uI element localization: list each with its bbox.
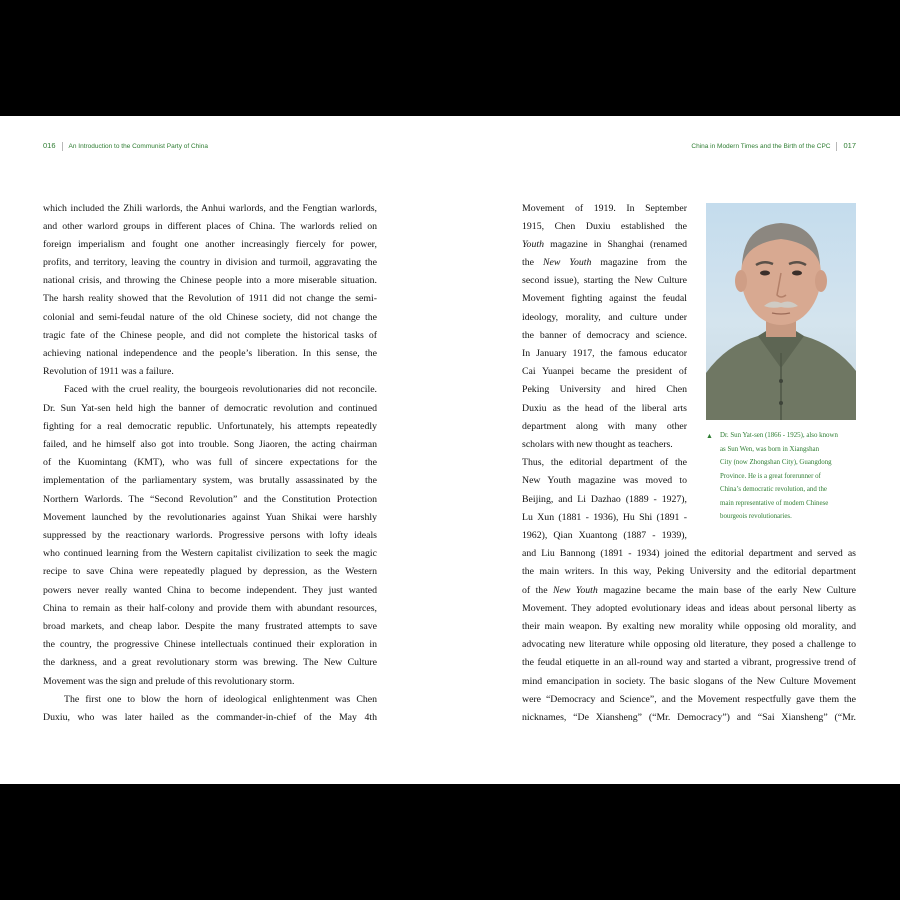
caption-line: China’s democratic revolution, and the <box>720 486 827 493</box>
text-line: their main weapon. By exalting new morality while opposing old morality, and <box>522 621 856 632</box>
text-line: Duxiu, who was later hailed as the commander-in-chief of the May 4th <box>43 712 377 723</box>
text-line: suppressed by the reactionary warlords. Progressive persons with lofty ideals <box>43 530 377 541</box>
text-line: tragic fate of the Chinese people, and did not complete the historical tasks of <box>43 330 377 341</box>
text-line: Duxiu as the head of the liberal arts <box>522 403 687 414</box>
text-line: Movement launched by the revolutionaries against Yuan Shikai were harshly <box>43 512 377 523</box>
text-line: the New Youth magazine from the <box>522 257 687 268</box>
text-line: 1915, Chen Duxiu established the <box>522 221 687 232</box>
text-line: the main writers. In this way, Peking University and the editorial department <box>522 566 856 577</box>
text-line: which included the Zhili warlords, the Anhui warlords, and the Fengtian warlords, <box>43 203 377 214</box>
text-line: New Youth magazine was moved to <box>522 475 687 486</box>
text-line: 1962), Qian Xuantong (1887 - 1939), <box>522 530 687 541</box>
text-line: the darkness, and a great revolutionary storm was brewing. The New Culture <box>43 657 377 668</box>
text-line: profits, and territory, leaving the country in division and turmoil, aggravating the <box>43 257 377 268</box>
text-line: Lu Xun (1881 - 1936), Hu Shi (1891 - <box>522 512 687 523</box>
text-line: Peking University and hired Chen <box>522 384 687 395</box>
book-spread <box>0 116 900 784</box>
text-line: Dr. Sun Yat-sen held high the banner of democratic revolution and continued <box>43 403 377 414</box>
text-line: The harsh reality showed that the Revolution of 1911 did not change the semi- <box>43 293 377 304</box>
text-line: of the Kuomintang (KMT), who was full of sincere expectations for the <box>43 457 377 468</box>
text-line: colonial and semi-feudal nature of the old Chinese society, did not change the <box>43 312 377 323</box>
left-page-header <box>43 141 208 151</box>
text-line: second issue), starting the New Culture <box>522 275 687 286</box>
caption-line: main representative of modern Chinese <box>720 500 829 507</box>
text-line: and other warlord groups in different places of China. The warlords relied on <box>43 221 377 232</box>
text-line: who continued learning from the Western capitalist civilization to seek the magic <box>43 548 377 559</box>
text-line: Movement. They adopted evolutionary ideas and ideas about personal liberty as <box>522 603 856 614</box>
header-divider <box>836 142 837 151</box>
text-line: nicknames, “De Xiansheng” (“Mr. Democracy”) and “Sai Xiansheng” (“Mr. <box>522 712 856 723</box>
caption-line: Dr. Sun Yat-sen (1866 - 1925), also known <box>720 432 838 439</box>
text-line: Movement was the sign and prelude of this revolutionary storm. <box>43 676 295 687</box>
text-line: were “Democracy and Science”, and the Movement respectfully gave them the <box>522 694 856 705</box>
caption-line: as Sun Wen, was born in Xiangshan <box>720 446 820 453</box>
text-line: the banner of democracy and science. <box>522 330 687 341</box>
magazine-title: New Youth <box>552 585 598 596</box>
text-line: Movement fighting against the feudal <box>522 293 687 304</box>
left-running-title: An Introduction to the Communist Party of China <box>68 143 208 150</box>
caption-marker-icon: ▲ <box>706 432 713 440</box>
text-line: national crisis, and throwing the Chinese people into a more miserable situation. <box>43 275 377 286</box>
text-line: recipe to save China were repeatedly plagued by depression, as the Western <box>43 566 377 577</box>
text-line: ideology, morality, and culture under <box>522 312 687 323</box>
text-line: Northern Warlords. The “Second Revolution” and the Constitution Protection <box>43 494 377 505</box>
text-line: mind emancipation in society. The basic slogans of the New Culture Movement <box>522 676 856 687</box>
caption-line: City (now Zhongshan City), Guangdong <box>720 459 832 466</box>
text-line: foreign imperialism and fought one another increasingly fiercely for power, <box>43 239 377 250</box>
header-divider <box>62 142 63 151</box>
text-line: of the New Youth magazine became the main base of the early New Culture <box>522 585 857 596</box>
text-line: broad markets, and cheap labor. Despite the many frustrated attempts to save <box>43 621 377 632</box>
text-line: Thus, the editorial department of the <box>522 457 687 468</box>
text-line: Cai Yuanpei became the president of <box>522 366 687 377</box>
right-running-title: China in Modern Times and the Birth of the CPC <box>691 143 831 150</box>
text-line: Beijing, and Li Dazhao (1889 - 1927), <box>522 494 687 505</box>
text-line: the country, the progressive Chinese intellectuals continued their exploration in <box>43 639 377 650</box>
text-line: Youth magazine in Shanghai (renamed <box>522 239 687 250</box>
text-line: China to remain as their half-colony and provide them with abundant resources, <box>43 603 377 614</box>
text-line: implementation of the parliamentary system, was brutally assassinated by the <box>43 475 377 486</box>
caption-line: bourgeois revolutionaries. <box>720 513 792 520</box>
text-line: powers never really wanted China to become independent. They just wanted <box>43 585 377 596</box>
text-line: department along with many other <box>522 421 687 432</box>
text-line: fighting for a real democratic republic. Unfortunately, his attempts repeatedly <box>43 421 377 432</box>
text-line: failed, and he himself also got into trouble. Song Jiaoren, the acting chairman <box>43 439 377 450</box>
text-line: In January 1917, the famous educator <box>522 348 687 359</box>
magazine-title: Youth <box>522 239 544 250</box>
text-line: and Liu Bannong (1891 - 1934) joined the editorial department and served as <box>522 548 856 559</box>
text-line: advocating new literature while opposing old literature, they posed a challenge to <box>522 639 856 650</box>
caption-line: Province. He is a great forerunner of <box>720 473 821 480</box>
text-line: Revolution of 1911 was a failure. <box>43 366 174 377</box>
text-line: Faced with the cruel reality, the bourgeois revolutionaries did not reconcile. <box>64 384 377 395</box>
text-line: Movement of 1919. In September <box>522 203 687 214</box>
text-line: scholars with new thought as teachers. <box>522 439 673 450</box>
text-line: achieving national independence and the people’s liberation. In this sense, the <box>43 348 377 359</box>
text-line: The first one to blow the horn of ideological enlightenment was Chen <box>64 694 377 705</box>
right-page-number: 017 <box>843 141 856 150</box>
left-page-number: 016 <box>43 141 56 150</box>
right-page-header <box>691 141 856 151</box>
portrait-photo <box>706 203 856 420</box>
magazine-title: New Youth <box>542 257 592 268</box>
text-line: the feudal etiquette in an all-round way and started a vibrant, progressive trend of <box>522 657 856 668</box>
